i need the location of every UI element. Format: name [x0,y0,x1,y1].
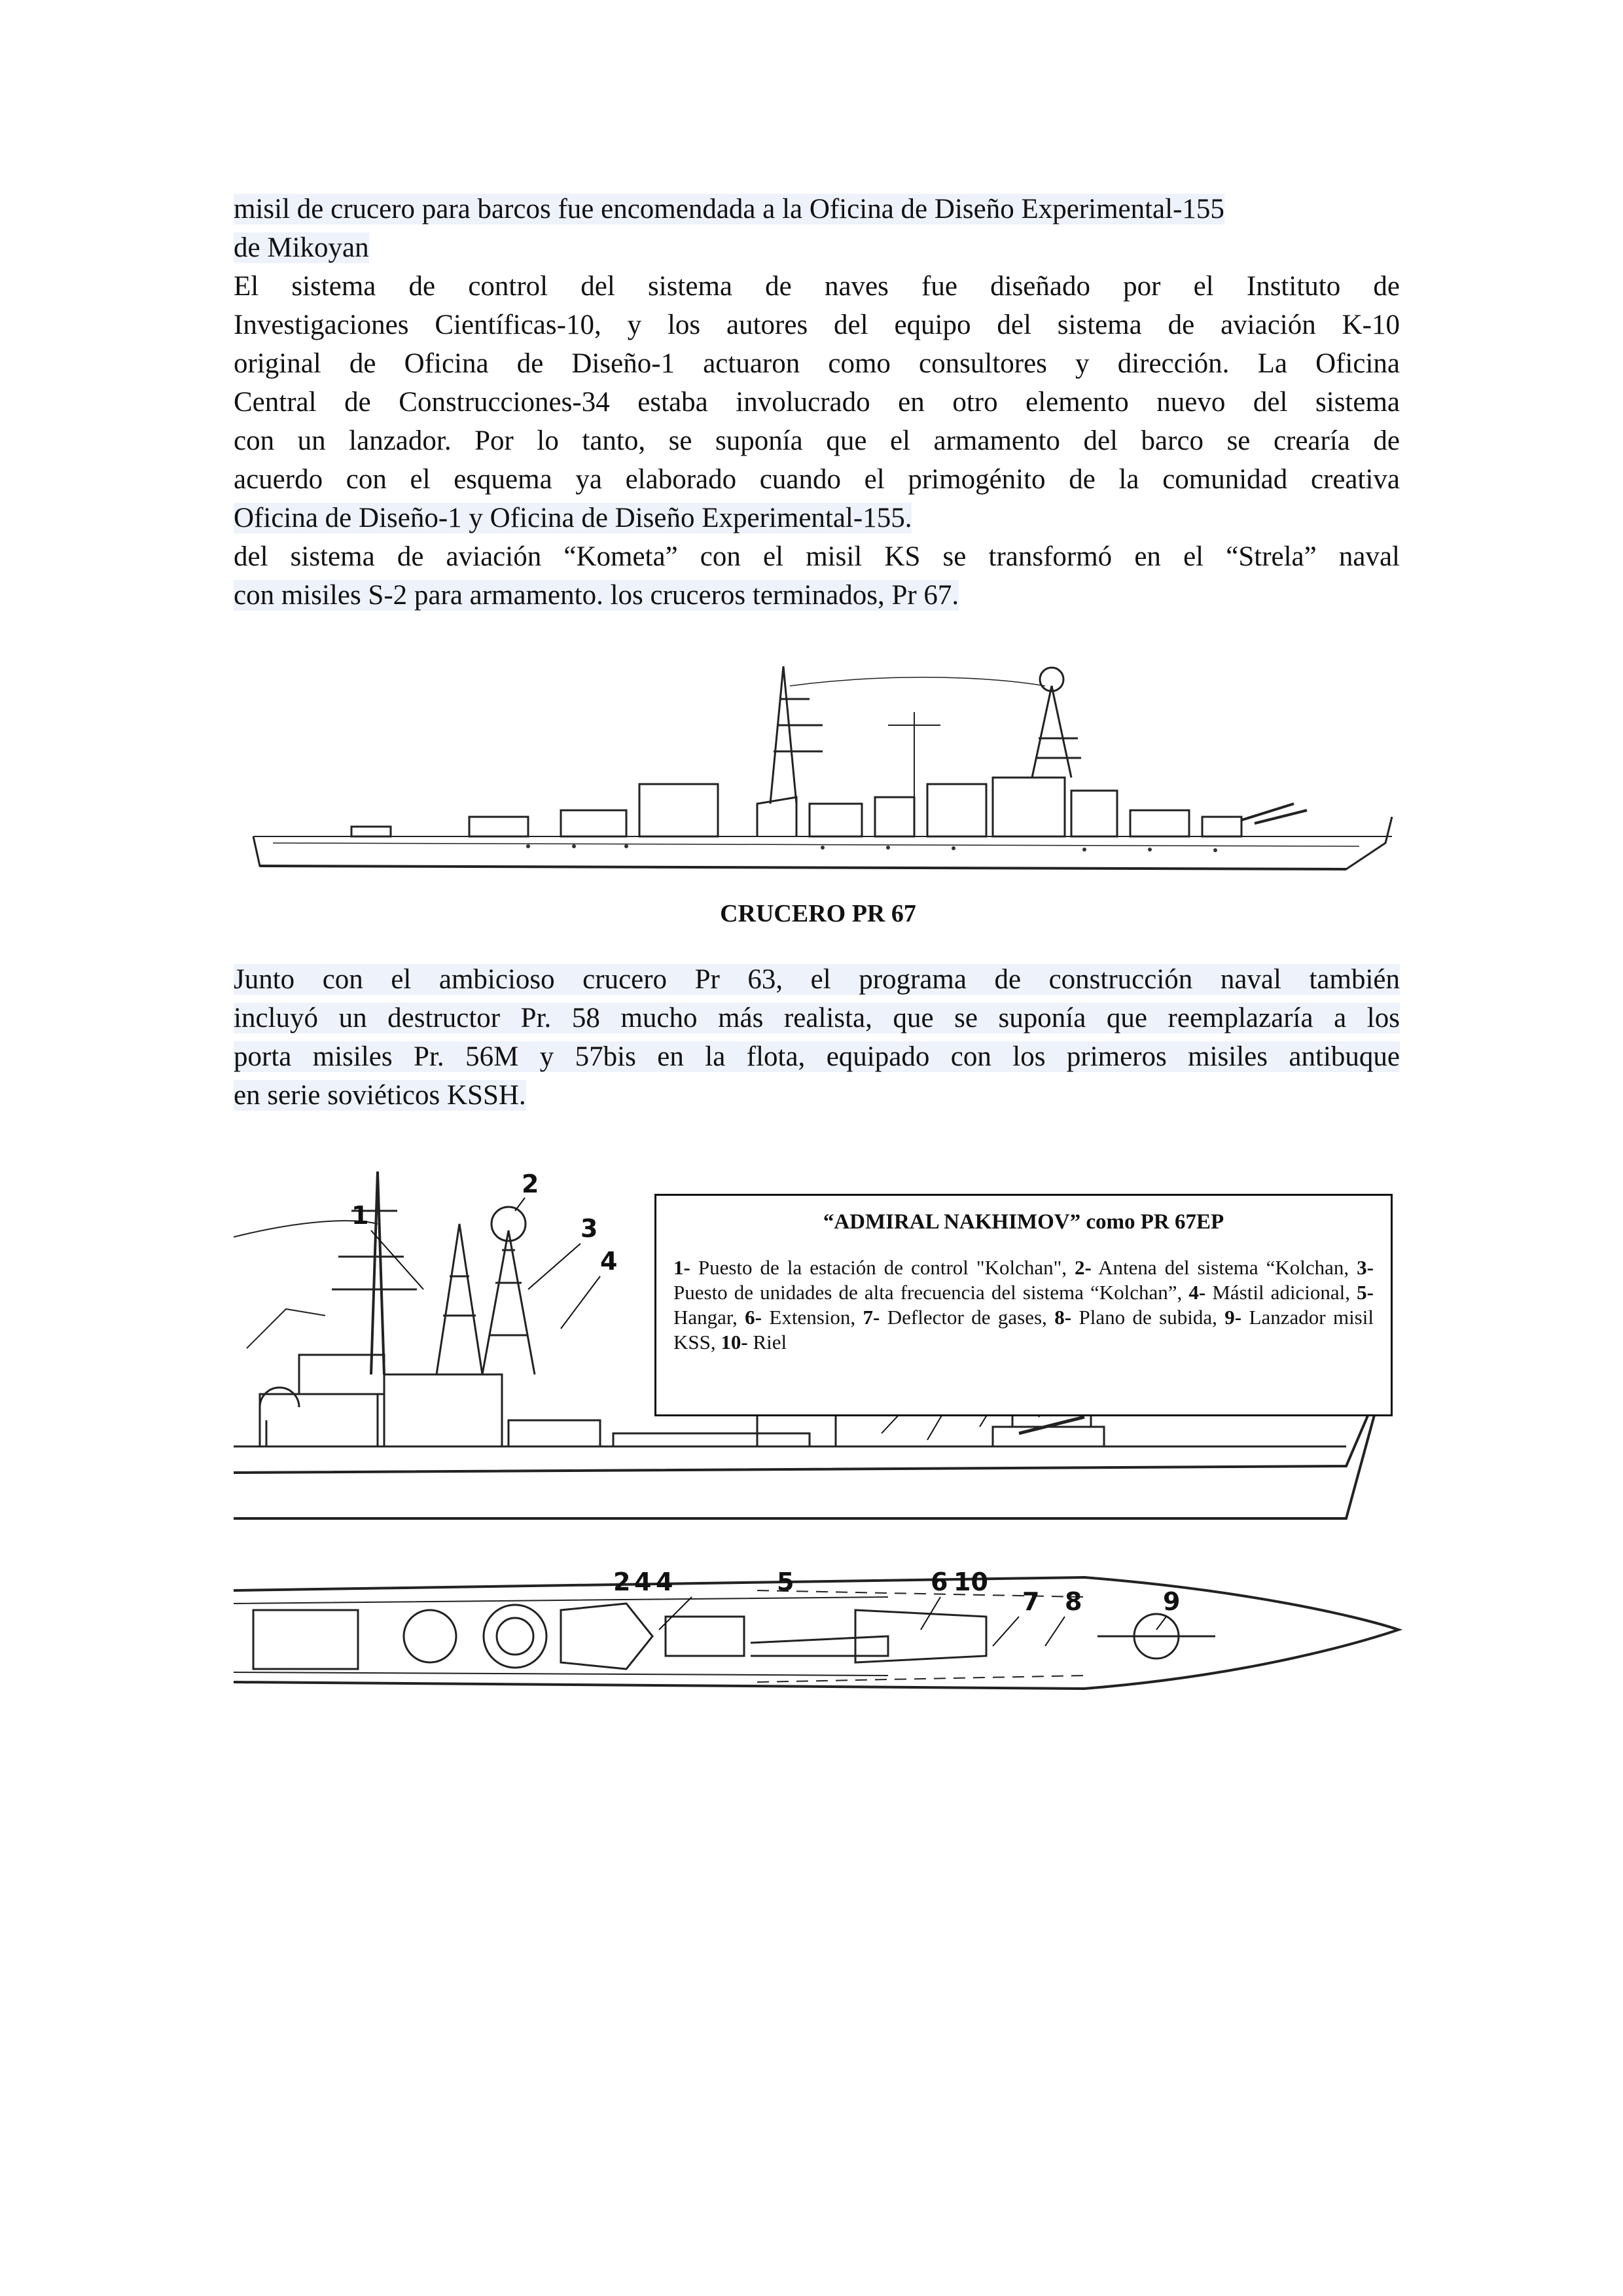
text-line: El sistema de control del sistema de naves fue diseñado por el Instituto de [234,271,1400,302]
text-line: incluyó un destructor Pr. 58 mucho más realista, que se suponía que reemplazaría a los [234,1003,1400,1033]
legend-text: Extension, [761,1306,863,1329]
paragraph-1 [234,190,1400,615]
text-line: con misiles S-2 para armamento. los cruceros terminados, Pr 67. [234,580,959,611]
text-line: en serie soviéticos KSSH. [234,1080,526,1111]
callout-top: 4 [634,1568,652,1596]
legend-number: 2- [1075,1256,1092,1279]
legend-text: Riel [747,1331,787,1354]
callout-top: 5 [777,1568,794,1596]
text-line: de Mikoyan [234,232,369,263]
legend-number: 7- [863,1306,880,1329]
callout-side: 2 [522,1170,539,1198]
text-line: Investigaciones Científicas-10, y los autores del equipo del sistema de aviación K-10 [234,310,1400,340]
callout-top: 4 [656,1568,673,1596]
text-line: acuerdo con el esquema ya elaborado cuando el primogénito de la comunidad creativa [234,464,1400,495]
legend-number: 3- [1357,1256,1374,1279]
legend-number: 8- [1054,1306,1072,1329]
legend-box [654,1194,1393,1416]
text-line: Central de Construcciones-34 estaba involucrado en otro elemento nuevo del sistema [234,387,1400,418]
paragraph-2 [234,960,1400,1115]
legend-text: Puesto de unidades de alta frecuencia del sistema “Kolchan”, [673,1281,1189,1304]
legend-number: 10- [721,1331,748,1354]
callout-side: 4 [600,1247,618,1276]
callout-top: 10 [954,1568,988,1596]
legend-text: Plano de subida, [1071,1306,1225,1329]
legend-text: Puesto de la estación de control "Kolchan", [690,1256,1075,1279]
legend-body [673,1255,1374,1355]
text-line: del sistema de aviación “Kometa” con el misil KS se transformó en el “Strela” naval [234,541,1400,572]
callout-top: 8 [1065,1587,1082,1616]
callout-side: 3 [580,1214,598,1243]
legend-text: Mástil adicional, [1205,1281,1357,1304]
callout-top: 9 [1163,1587,1181,1616]
legend-text: Deflector de gases, [880,1306,1055,1329]
callout-top: 2 [613,1568,631,1596]
legend-text: Antena del sistema “Kolchan, [1091,1256,1357,1279]
callout-top: 6 [931,1568,948,1596]
legend-text: Lanzador misil KSS, [673,1306,1374,1354]
legend-number: 4- [1188,1281,1206,1304]
cruiser-pr67-drawing [234,647,1412,902]
legend-title: “ADMIRAL NAKHIMOV” como PR 67EP [823,1210,1224,1234]
text-line: porta misiles Pr. 56M y 57bis en la flota, equipado con los primeros misiles antibuque [234,1041,1400,1072]
text-line: Junto con el ambicioso crucero Pr 63, el programa de construcción naval también [234,964,1400,995]
callout-side: 1 [351,1201,369,1230]
legend-number: 6- [745,1306,762,1329]
text-line: misil de crucero para barcos fue encomendada a la Oficina de Diseño Experimental-155 [234,194,1224,224]
figure-1-caption: CRUCERO PR 67 [720,900,916,927]
text-line: Oficina de Diseño-1 y Oficina de Diseño Experimental-155. [234,503,912,533]
text-line: con un lanzador. Por lo tanto, se suponía que el armamento del barco se crearía de [234,425,1400,456]
callout-top: 7 [1022,1587,1040,1616]
legend-number: 1- [673,1256,690,1279]
legend-number: 5- [1357,1281,1374,1304]
text-line: original de Oficina de Diseño-1 actuaron como consultores y dirección. La Oficina [234,348,1400,379]
legend-number: 9- [1224,1306,1242,1329]
legend-text: Hangar, [673,1306,745,1329]
